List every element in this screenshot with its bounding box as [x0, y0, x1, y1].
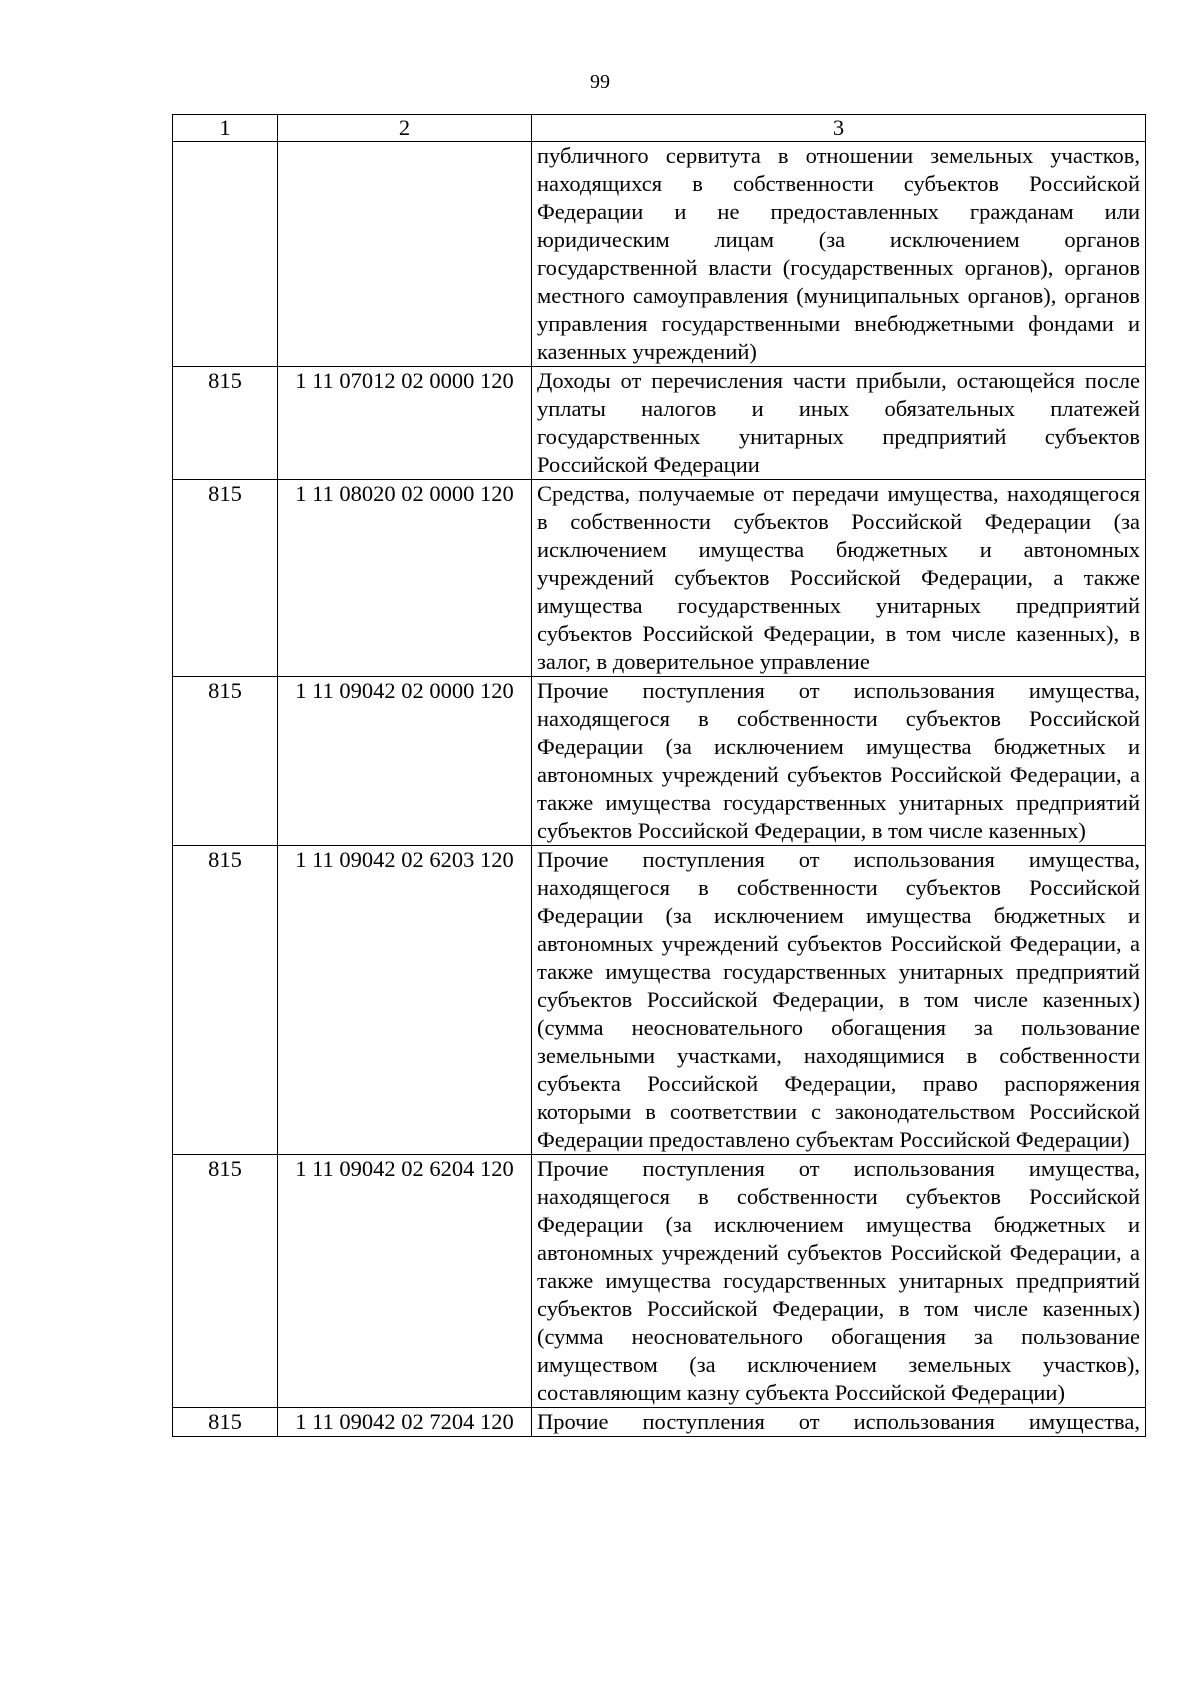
description-cell: Средства, получаемые от передачи имущества, находящегося в собственности субъектов Российской Федерации (за исключением имущества бюджетных и автономных учреждений субъектов Российской Федерации, а также имущества государственных унитарных предприятий субъектов Российской Федерации, в том числе казенных), в залог, в доверительное управление — [532, 480, 1146, 677]
description-cell: Прочие поступления от использования имущества, находящегося в собственности субъектов Российской Федерации (за исключением имущества бюджетных и автономных учреждений субъектов Российской Федерации, а также имущества государственных унитарных предприятий субъектов Российской Федерации, в том числе казенных) (сумма неосновательного обогащения за пользование имуществом (за исключением земельных участков), составляющим казну субъекта Российской Федерации) — [532, 1155, 1146, 1408]
table-row — [173, 1155, 1146, 1408]
budget-code-cell: 1 11 08020 02 0000 120 — [278, 480, 532, 677]
budget-code-cell: 1 11 09042 02 0000 120 — [278, 677, 532, 846]
budget-code-cell: 1 11 07012 02 0000 120 — [278, 367, 532, 480]
table-row — [173, 846, 1146, 1155]
table-row — [173, 480, 1146, 677]
budget-code-cell — [278, 142, 532, 367]
description-cell: Доходы от перечисления части прибыли, остающейся после уплаты налогов и иных обязательных платежей государственных унитарных предприятий субъектов Российской Федерации — [532, 367, 1146, 480]
description-cell: Прочие поступления от использования имущества, находящегося в собственности субъектов Российской Федерации (за исключением имущества бюджетных и автономных учреждений субъектов Российской Федерации, а также имущества государственных унитарных предприятий субъектов Российской Федерации, в том числе казенных) (сумма неосновательного обогащения за пользование земельными участками, находящимися в собственности субъекта Российской Федерации, право распоряжения которыми в соответствии с законодательством Российской Федерации предоставлено субъектам Российской Федерации) — [532, 846, 1146, 1155]
admin-code-cell: 815 — [173, 1155, 278, 1408]
admin-code-cell — [173, 142, 278, 367]
table-row — [173, 1408, 1146, 1437]
budget-code-cell: 1 11 09042 02 6203 120 — [278, 846, 532, 1155]
table-row — [173, 677, 1146, 846]
table-row — [173, 142, 1146, 367]
admin-code-cell: 815 — [173, 1408, 278, 1437]
description-cell: Прочие поступления от использования имущества, — [532, 1408, 1146, 1437]
admin-code-cell: 815 — [173, 846, 278, 1155]
table-row — [173, 367, 1146, 480]
column-header-3: 3 — [532, 115, 1146, 142]
budget-codes-table — [172, 114, 1146, 1437]
column-header-1: 1 — [173, 115, 278, 142]
table-header-row — [173, 115, 1146, 142]
admin-code-cell: 815 — [173, 367, 278, 480]
admin-code-cell: 815 — [173, 480, 278, 677]
admin-code-cell: 815 — [173, 677, 278, 846]
page-number: 99 — [590, 71, 610, 93]
column-header-2: 2 — [278, 115, 532, 142]
description-cell: Прочие поступления от использования имущества, находящегося в собственности субъектов Российской Федерации (за исключением имущества бюджетных и автономных учреждений субъектов Российской Федерации, а также имущества государственных унитарных предприятий субъектов Российской Федерации, в том числе казенных) — [532, 677, 1146, 846]
budget-code-cell: 1 11 09042 02 7204 120 — [278, 1408, 532, 1437]
budget-code-cell: 1 11 09042 02 6204 120 — [278, 1155, 532, 1408]
description-cell: публичного сервитута в отношении земельных участков, находящихся в собственности субъектов Российской Федерации и не предоставленных гражданам или юридическим лицам (за исключением органов государственной власти (государственных органов), органов местного самоуправления (муниципальных органов), органов управления государственными внебюджетными фондами и казенных учреждений) — [532, 142, 1146, 367]
